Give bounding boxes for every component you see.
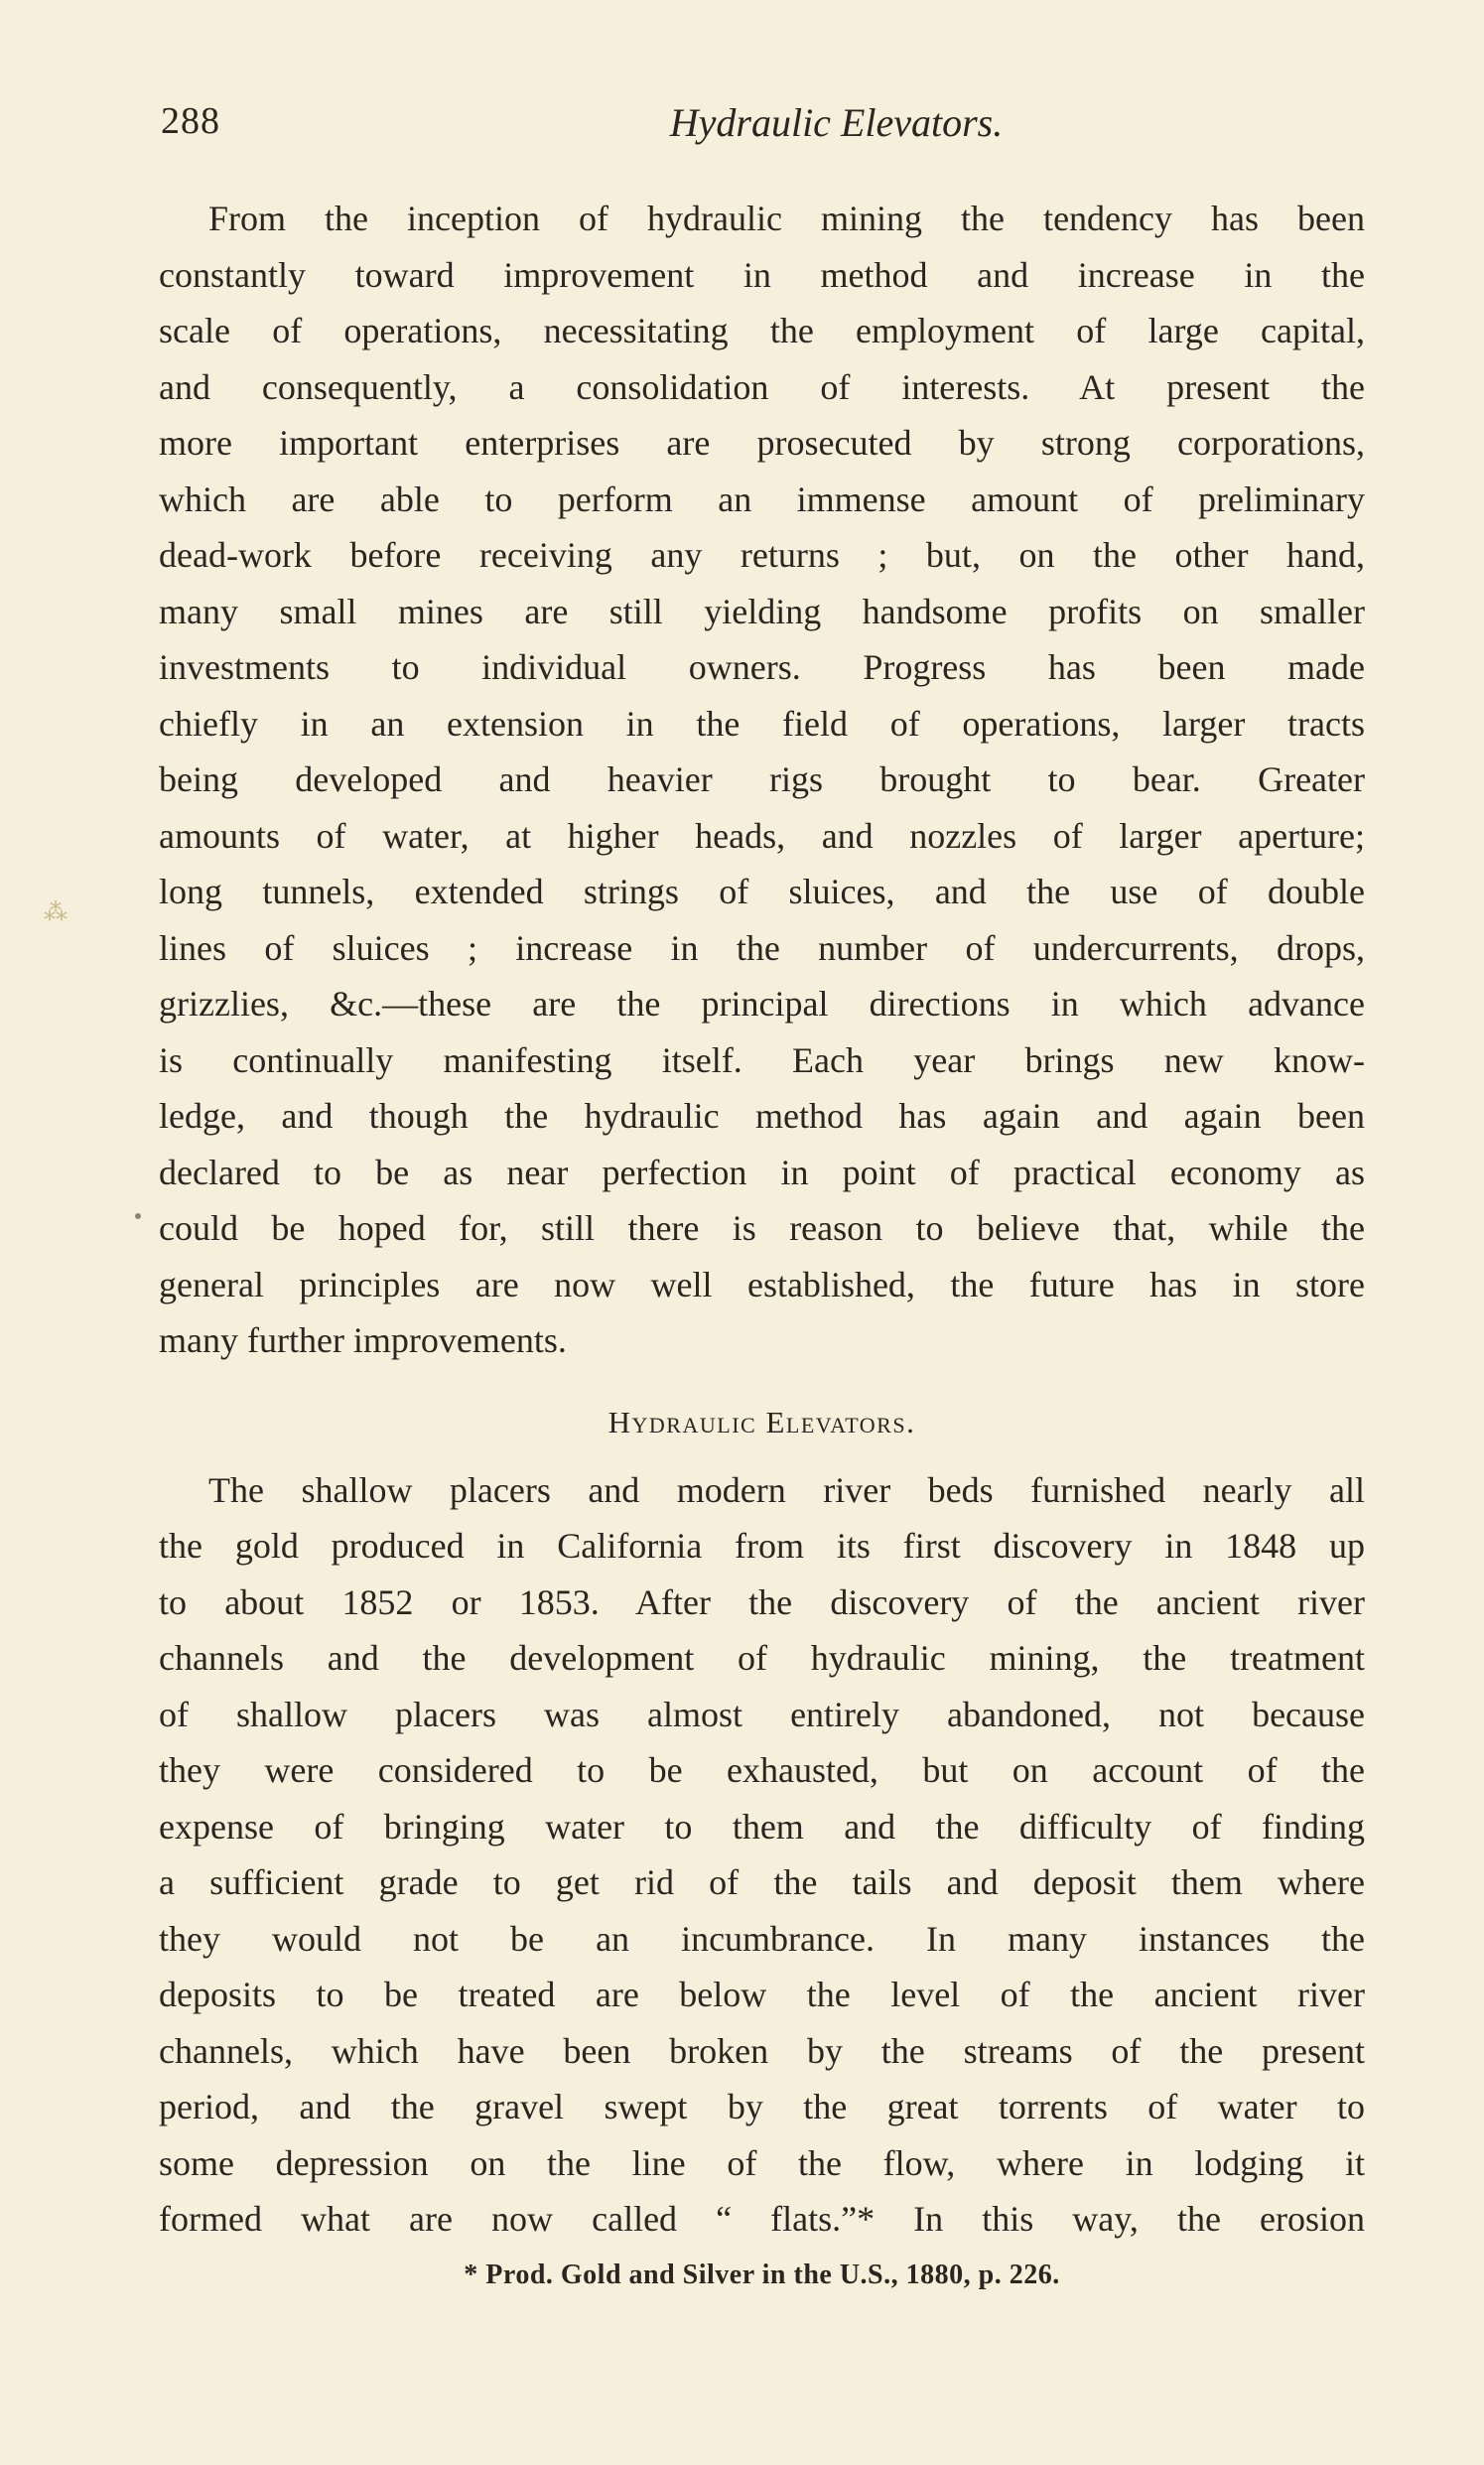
text-line: more important enterprises are prosecuted by strong corporations,: [159, 423, 1365, 463]
text-line: they would not be an incumbrance. In many instances the: [159, 1918, 1365, 1959]
text-line: deposits to be treated are below the level of the ancient river: [159, 1975, 1365, 2014]
text-line: to about 1852 or 1853. After the discovery of the ancient river: [159, 1581, 1365, 1622]
text-line: chiefly in an extension in the field of operations, larger tracts: [159, 703, 1365, 744]
text-line: of shallow placers was almost entirely abandoned, not because: [159, 1694, 1365, 1734]
text-line: and consequently, a consolidation of interests. At present the: [159, 366, 1365, 407]
text-line: could be hoped for, still there is reason to believe that, while the: [159, 1208, 1365, 1248]
paper-stain-mark: ⁂: [44, 900, 67, 926]
footnote: * Prod. Gold and Silver in the U.S., 1880, p. 226.: [464, 2260, 1060, 2290]
text-line: investments to individual owners. Progress has been made: [159, 647, 1365, 687]
text-line: formed what are now called “ flats.”* In this way, the erosion: [159, 2199, 1365, 2239]
text-line: the gold produced in California from its first discovery in 1848 up: [159, 1526, 1365, 1566]
text-line: lines of sluices ; increase in the number of undercurrents, drops,: [159, 927, 1365, 968]
text-line: general principles are now well established, the future has in store: [159, 1264, 1365, 1304]
text-line: many small mines are still yielding handsome profits on smaller: [159, 591, 1365, 631]
text-line: some depression on the line of the flow, where in lodging it: [159, 2142, 1365, 2183]
text-line: grizzlies, &c.—these are the principal directions in which advance: [159, 984, 1365, 1024]
text-line: long tunnels, extended strings of sluices, and the use of double: [159, 872, 1365, 911]
text-line: The shallow placers and modern river beds furnished nearly all: [208, 1469, 1365, 1510]
text-line: is continually manifesting itself. Each year brings new know-: [159, 1039, 1365, 1080]
text-line: ledge, and though the hydraulic method has again and again been: [159, 1096, 1365, 1136]
text-line: being developed and heavier rigs brought to bear. Greater: [159, 759, 1365, 799]
text-line: constantly toward improvement in method and increase in the: [159, 254, 1365, 295]
page-number: 288: [161, 100, 220, 142]
text-line: channels and the development of hydraulic mining, the treatment: [159, 1638, 1365, 1678]
text-line: many further improvements.: [159, 1320, 567, 1360]
ink-speck: [135, 1213, 141, 1219]
text-line: amounts of water, at higher heads, and nozzles of larger aperture;: [159, 815, 1365, 856]
paragraph-1: [159, 191, 1365, 1369]
text-line: dead-work before receiving any returns ; but, on the other hand,: [159, 535, 1365, 575]
body-text: [159, 191, 1365, 2248]
paragraph-2: [159, 1462, 1365, 2248]
section-heading: Hydraulic Elevators.: [607, 1404, 916, 1439]
text-line: they were considered to be exhausted, but on account of the: [159, 1750, 1365, 1790]
page-header: [159, 99, 1365, 159]
text-line: channels, which have been broken by the streams of the present: [159, 2030, 1365, 2071]
running-title: Hydraulic Elevators.: [669, 100, 1004, 145]
text-line: From the inception of hydraulic mining the tendency has been: [208, 199, 1365, 238]
text-line: scale of operations, necessitating the employment of large capital,: [159, 311, 1365, 350]
text-line: expense of bringing water to them and the difficulty of finding: [159, 1806, 1365, 1847]
text-line: period, and the gravel swept by the great torrents of water to: [159, 2087, 1365, 2126]
text-line: declared to be as near perfection in point of practical economy as: [159, 1152, 1365, 1192]
text-line: a sufficient grade to get rid of the tails and deposit them where: [159, 1862, 1365, 1902]
text-line: which are able to perform an immense amount of preliminary: [159, 479, 1365, 519]
